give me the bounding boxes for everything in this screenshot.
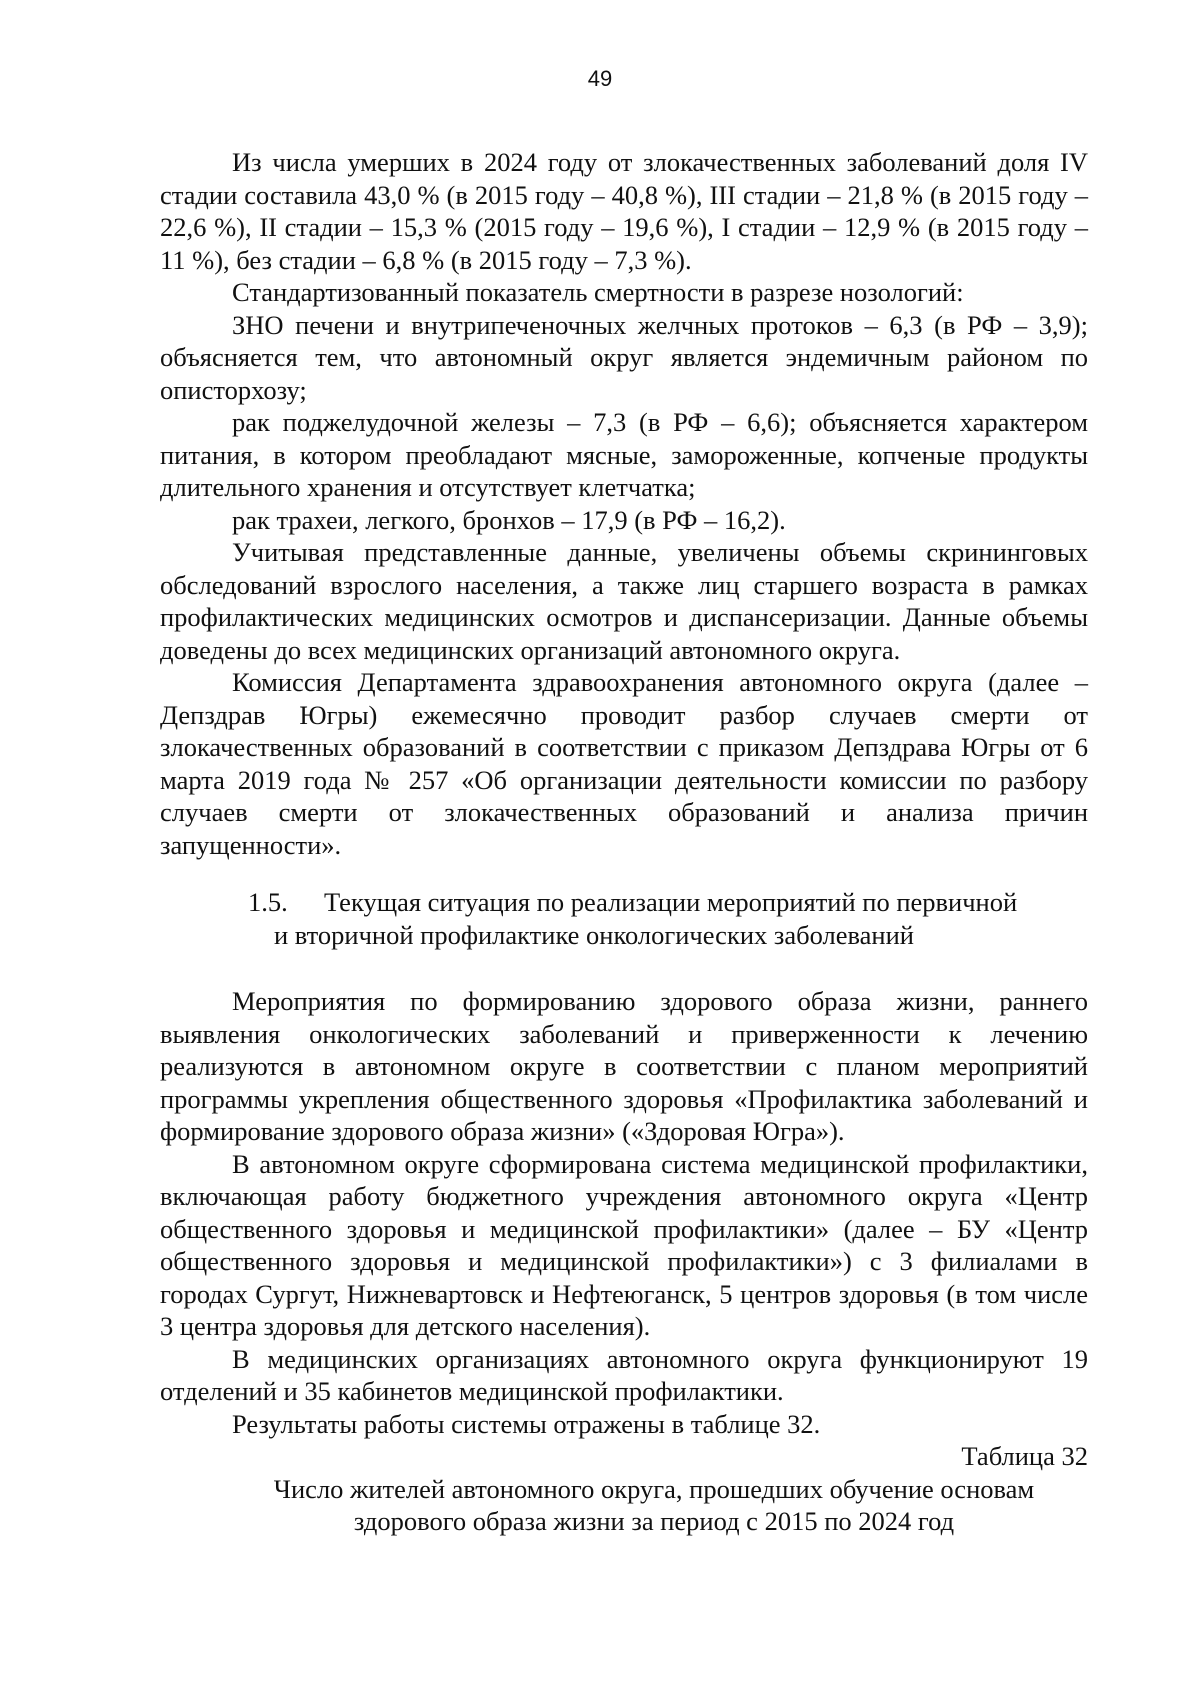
table-title: Число жителей автономного округа, прошедших обучение основам здорового образа жизни за период с 2015 по 2024 год [273,1473,1035,1536]
page-number: 49 [587,66,613,91]
section-title-line1: Текущая ситуация по реализации мероприятий по первичной [324,887,1018,917]
paragraph-results: Результаты работы системы отражены в таблице 32. [232,1408,821,1439]
section-title-line2: и вторичной профилактике онкологических заболеваний [274,919,914,950]
paragraph-prevention-system: В автономном округе сформирована система медицинской профилактики, включающая работу бюджетного учреждения автономного округа «Центр общественного здоровья и медицинской профилактики» (далее – БУ «Центр общественного здоровья и медицинской профилактики») с 3 филиалами в городах Сургут, Нижневартовск и Нефтеюганск, 5 центров здоровья (в том числе 3 центра здоровья для детского населения). [160,1148,1088,1341]
paragraph-healthy-lifestyle: Мероприятия по формированию здорового образа жизни, раннего выявления онкологических заболеваний и приверженности к лечению реализуются в автономном округе в соответствии с планом мероприятий программы укрепления общественного здоровья «Профилактика заболеваний и формирование здорового образа жизни» («Здоровая Югра»). [160,986,1088,1146]
paragraph-departments: В медицинских организациях автономного округа функционируют 19 отделений и 35 кабинетов медицинской профилактики. [160,1343,1088,1406]
section-number: 1.5. [248,887,288,917]
paragraph-mortality-intro: Стандартизованный показатель смертности в разрезе нозологий: [232,277,964,307]
paragraph-liver-cancer: ЗНО печени и внутрипеченочных желчных протоков – 6,3 (в РФ – 3,9); объясняется тем, что автономный округ является эндемичным районом по описторхозу; [160,309,1088,405]
table-label: Таблица 32 [961,1441,1088,1471]
section-heading [160,886,1088,951]
document-body [160,146,1088,1538]
paragraph-death-stages: Из числа умерших в 2024 году от злокачественных заболеваний доля IV стадии составила 43,0 % (в 2015 году – 40,8 %), III стадии – 21,8 % (в 2015 году – 22,6 %), II стадии – 15,3 % (2015 году – 19,6 %), I стадии – 12,9 % (в 2015 году – 11 %), без стадии – 6,8 % (в 2015 году – 7,3 %). [160,147,1088,275]
paragraph-pancreas-cancer: рак поджелудочной железы – 7,3 (в РФ – 6,6); объясняется характером питания, в котором преобладают мясные, замороженные, копченые продукты длительного хранения и отсутствует клетчатка; [160,407,1088,502]
paragraph-lung-cancer: рак трахеи, легкого, бронхов – 17,9 (в РФ – 16,2). [232,504,786,535]
paragraph-commission: Комиссия Департамента здравоохранения автономного округа (далее – Депздрав Югры) ежемесячно проводит разбор случаев смерти от злокачественных образований в соответствии с приказом Депздрава Югры от 6 марта 2019 года № 257 «Об организации деятельности комиссии по разбору случаев смерти от злокачественных образований и анализа причин запущенности». [160,667,1088,860]
paragraph-screening: Учитывая представленные данные, увеличены объемы скрининговых обследований взрослого населения, а также лиц старшего возраста в рамках профилактических медицинских осмотров и диспансеризации. Данные объемы доведены до всех медицинских организаций автономного округа. [160,537,1088,665]
